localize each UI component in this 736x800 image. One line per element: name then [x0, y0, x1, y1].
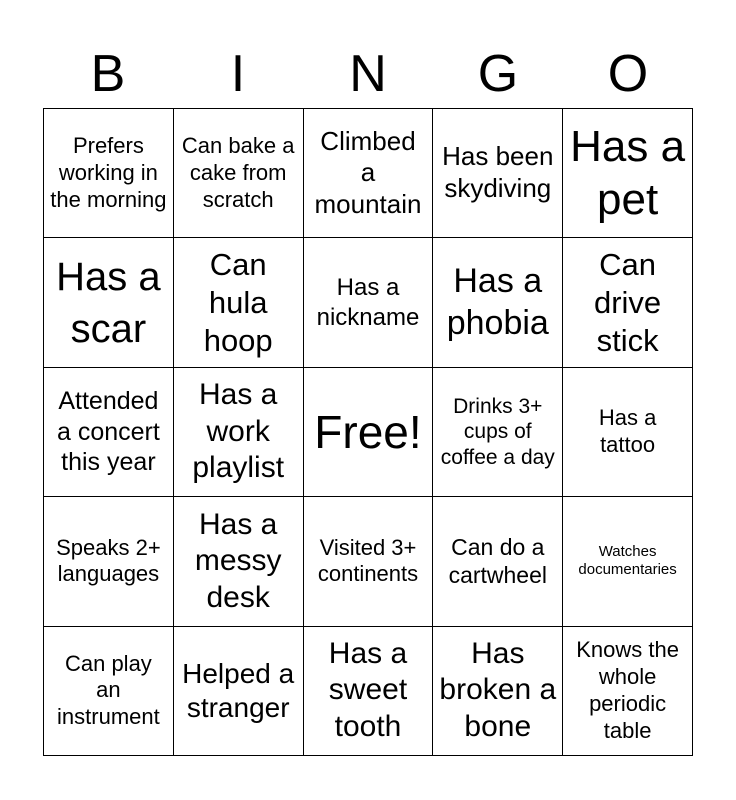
header-letter-i: I [230, 45, 246, 103]
bingo-cell-text: Prefers working in the morning [50, 132, 167, 212]
bingo-cell-free[interactable] [304, 368, 434, 497]
bingo-cell[interactable] [433, 627, 563, 756]
bingo-cell-text: Has a work playlist [192, 378, 285, 485]
bingo-cell[interactable] [563, 109, 693, 238]
bingo-cell-text: Has a messy desk [194, 507, 282, 614]
bingo-cell-text: Watches documentaries [578, 543, 677, 579]
bingo-cell-text: Knows the whole periodic table [576, 637, 679, 743]
bingo-cell-text: Has a tattoo [598, 405, 657, 457]
bingo-cell[interactable] [44, 368, 174, 497]
bingo-cell-text: Drinks 3+ cups of coffee a day [440, 394, 555, 469]
bingo-cell[interactable] [44, 109, 174, 238]
bingo-cell-text: Climbed a mountain [314, 125, 422, 220]
bingo-cell[interactable] [563, 627, 693, 756]
bingo-cell-text: Helped a stranger [182, 657, 295, 723]
bingo-cell[interactable] [433, 368, 563, 497]
bingo-cell[interactable] [563, 497, 693, 626]
bingo-cell[interactable] [174, 497, 304, 626]
header-letter-n: N [349, 45, 387, 103]
bingo-cell-text: Attended a concert this year [56, 387, 160, 477]
bingo-cell[interactable] [174, 238, 304, 367]
bingo-cell[interactable] [563, 368, 693, 497]
bingo-cell-text: Has a nickname [316, 274, 420, 331]
header-letter-b: B [90, 45, 126, 103]
bingo-cell[interactable] [44, 497, 174, 626]
bingo-cell[interactable] [433, 497, 563, 626]
bingo-cell[interactable] [563, 238, 693, 367]
bingo-cell-text: Can hula hoop [203, 246, 273, 358]
bingo-cell[interactable] [304, 497, 434, 626]
bingo-cell[interactable] [44, 627, 174, 756]
bingo-cell-text: Can drive stick [593, 246, 662, 358]
bingo-cell[interactable] [304, 627, 434, 756]
free-space-text: Free! [314, 405, 422, 458]
bingo-cell[interactable] [304, 238, 434, 367]
bingo-cell-text: Has a pet [570, 121, 686, 225]
header-letter-o: O [607, 45, 649, 103]
bingo-cell[interactable] [174, 368, 304, 497]
bingo-cell-text: Visited 3+ continents [317, 534, 419, 587]
bingo-cell-text: Has a scar [56, 254, 161, 351]
header-letter-g: G [477, 45, 519, 103]
bingo-cell[interactable] [174, 109, 304, 238]
bingo-cell-text: Has a sweet tooth [328, 636, 408, 744]
bingo-cell-text: Can play an instrument [57, 650, 160, 730]
bingo-header [43, 40, 693, 108]
bingo-cell[interactable] [174, 627, 304, 756]
bingo-cell-text: Has been skydiving [442, 141, 554, 204]
bingo-cell-text: Can do a cartwheel [448, 534, 547, 589]
bingo-cell-text: Speaks 2+ languages [56, 534, 161, 587]
bingo-cell-text: Has a phobia [446, 262, 549, 342]
bingo-cell-text: Can bake a cake from scratch [181, 132, 295, 212]
bingo-cell[interactable] [433, 109, 563, 238]
bingo-cell[interactable] [433, 238, 563, 367]
bingo-cell[interactable] [44, 238, 174, 367]
bingo-grid [43, 108, 693, 756]
bingo-cell[interactable] [304, 109, 434, 238]
bingo-cell-text: Has broken a bone [439, 636, 557, 744]
